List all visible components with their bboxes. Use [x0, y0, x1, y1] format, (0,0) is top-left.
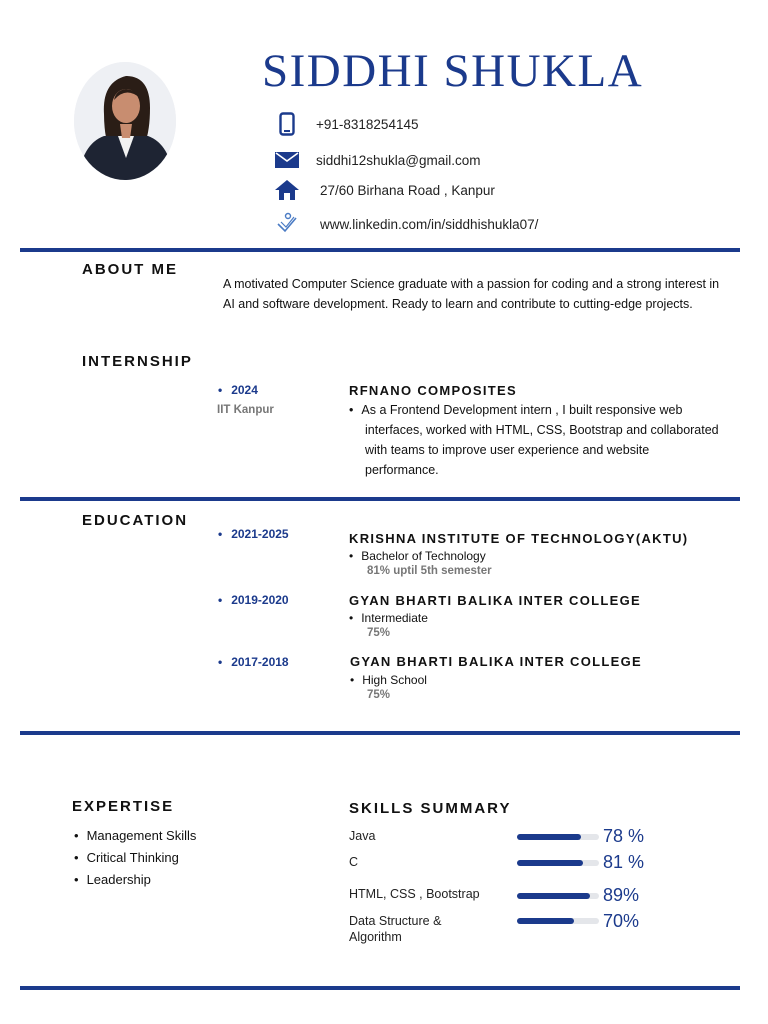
divider [20, 497, 740, 501]
skill-bar-fill [517, 834, 581, 840]
education-years: • 2019-2020 [218, 593, 289, 607]
education-school: KRISHNA INSTITUTE OF TECHNOLOGY(AKTU) [349, 531, 689, 546]
education-school: GYAN BHARTI BALIKA INTER COLLEGE [349, 593, 641, 608]
education-score: 75% [367, 627, 391, 639]
skill-bar [517, 918, 599, 924]
email-address[interactable]: siddhi12shukla@gmail.com [316, 152, 481, 168]
education-degree: • High School [350, 673, 427, 687]
internship-desc-line: interfaces, worked with HTML, CSS, Bootstrap and collaborated [365, 423, 719, 437]
about-line: AI and software development. Ready to learn and contribute to cutting-edge projects. [223, 297, 693, 311]
internship-year: • 2024 [218, 383, 258, 397]
skill-bar [517, 860, 599, 866]
profile-photo [74, 62, 176, 180]
skill-label: Java [349, 829, 376, 843]
address: 27/60 Birhana Road , Kanpur [320, 182, 495, 198]
education-heading: EDUCATION [82, 512, 189, 529]
skill-percent: 89% [603, 885, 640, 905]
internship-desc-line: with teams to improve user experience and website [365, 443, 650, 457]
skill-bar-fill [517, 893, 590, 899]
about-heading: ABOUT ME [82, 261, 178, 278]
phone-icon [272, 112, 302, 136]
skill-bar-fill [517, 918, 574, 924]
education-score: 81% uptil 5th semester [367, 565, 492, 577]
skill-bar [517, 893, 599, 899]
skill-label [349, 913, 441, 945]
email-row [272, 148, 481, 172]
expertise-item: • Leadership [74, 869, 196, 891]
link-icon [272, 212, 302, 236]
linkedin-row [272, 212, 538, 236]
internship-desc-line: performance. [365, 463, 439, 477]
skill-label-line: Algorithm [349, 930, 402, 944]
internship-company: RFNANO COMPOSITES [349, 383, 517, 398]
about-line: A motivated Computer Science graduate with a passion for coding and a strong interest in [223, 277, 720, 291]
email-icon [272, 148, 302, 172]
education-years: • 2017-2018 [218, 655, 289, 669]
skill-label: C [349, 855, 359, 869]
skill-label-line: Data Structure & [349, 914, 442, 928]
expertise-list [74, 825, 196, 891]
phone-row [272, 112, 418, 136]
divider [20, 731, 740, 735]
internship-heading: INTERNSHIP [82, 353, 193, 370]
education-years: • 2021-2025 [218, 527, 289, 541]
divider [20, 248, 740, 252]
skill-percent: 78 % [603, 826, 645, 846]
about-text [223, 274, 733, 314]
skill-percent: 81 % [603, 852, 645, 872]
skills-heading: SKILLS SUMMARY [349, 800, 512, 817]
internship-desc-line: • As a Frontend Development intern , I built responsive web [349, 400, 739, 420]
address-row [272, 178, 495, 202]
education-school: GYAN BHARTI BALIKA INTER COLLEGE [350, 654, 642, 669]
education-degree: • Bachelor of Technology [349, 549, 486, 563]
divider [20, 986, 740, 990]
phone-number[interactable]: +91-8318254145 [316, 116, 419, 132]
internship-place: IIT Kanpur [217, 404, 274, 416]
expertise-item: • Management Skills [74, 825, 196, 847]
home-icon [272, 178, 302, 202]
expertise-heading: EXPERTISE [72, 798, 175, 815]
internship-desc [349, 400, 739, 480]
education-degree: • Intermediate [349, 611, 428, 625]
skill-bar [517, 834, 599, 840]
education-score: 75% [367, 689, 391, 701]
linkedin-url[interactable]: www.linkedin.com/in/siddhishukla07/ [320, 216, 539, 232]
expertise-item: • Critical Thinking [74, 847, 196, 869]
skill-percent: 70% [603, 911, 640, 931]
skill-bar-fill [517, 860, 583, 866]
skill-label: HTML, CSS , Bootstrap [349, 887, 480, 901]
candidate-name: SIDDHI SHUKLA [262, 45, 644, 97]
